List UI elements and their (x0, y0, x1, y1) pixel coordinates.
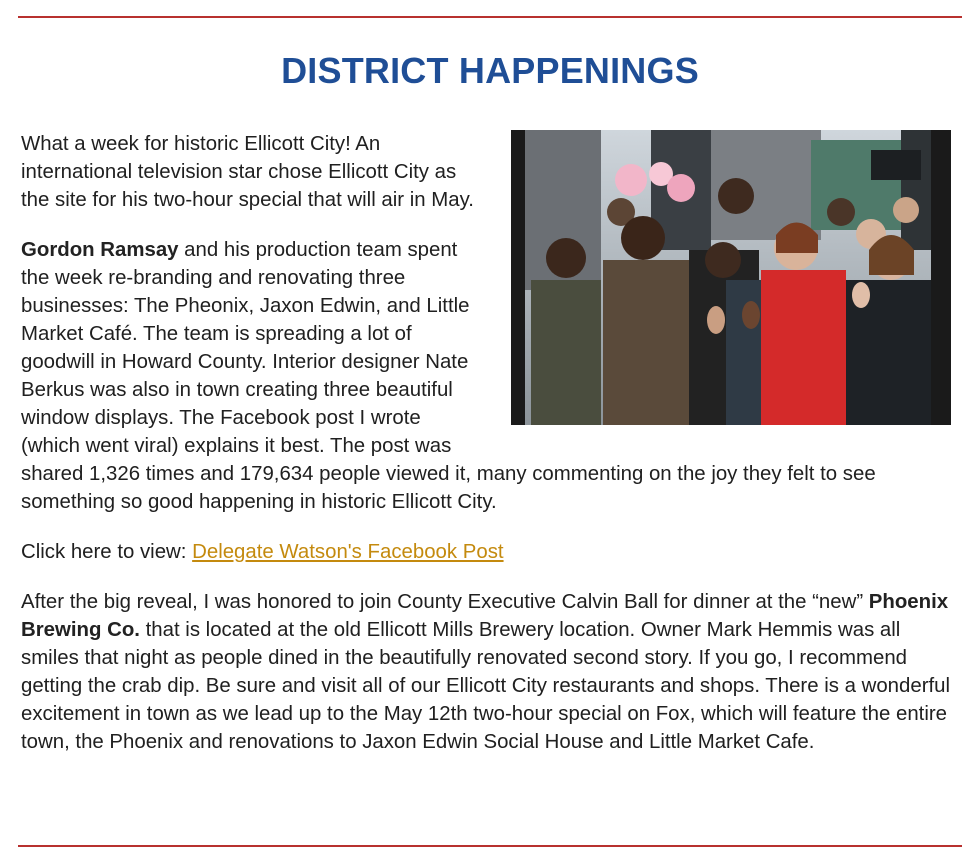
paragraph-phoenix-before: After the big reveal, I was honored to join County Executive Calvin Ball for dinner at the “new” (21, 591, 869, 613)
paragraph-phoenix (21, 588, 951, 756)
paragraph-ramsay-text: and his production team spent the week re-branding and renovating three businesses: The Pheonix, Jaxon Edwin, and Little Market Café. The team is spreading a lot of goodwill in Howard County. Interior designer Nate Berkus was also in town creating three beautiful window displays. The Facebook post I wrote (which went viral) explains it best. The post was shared 1,326 times and 179,634 people viewed it, many commenting on the joy they felt to see something so good happening in historic Ellicott City. (21, 239, 876, 513)
paragraph-phoenix-after: that is located at the old Ellicott Mills Brewery location. Owner Mark Hemmis was all smiles that night as people dined in the beautifully renovated second story. If you go, I recommend getting the crab dip. Be sure and visit all of our Ellicott City restaurants and shops. There is a wonderful excitement in town as we lead up to the May 12th two-hour special on Fox, which will feature the entire town, the Phoenix and renovations to Jaxon Edwin Social House and Little Market Cafe. (21, 619, 951, 753)
paragraph-intro: What a week for historic Ellicott City! An international television star chose Ellicott City as the site for his two-hour special that will air in May. (21, 133, 474, 211)
link-prefix: Click here to view: (21, 541, 193, 563)
section-headline: DISTRICT HAPPENINGS (281, 50, 699, 91)
bottom-divider (18, 845, 962, 847)
bold-phoenix-brewing: Phoenix Brewing Co. (21, 591, 949, 641)
paragraph-link (21, 538, 951, 566)
facebook-post-link[interactable]: Delegate Watson's Facebook Post (192, 541, 504, 563)
article-body (21, 130, 951, 778)
crowd-photo (511, 130, 951, 425)
top-divider (18, 16, 962, 18)
bold-gordon-ramsay: Gordon Ramsay (21, 239, 179, 261)
crowd-photo-illustration (511, 130, 951, 425)
